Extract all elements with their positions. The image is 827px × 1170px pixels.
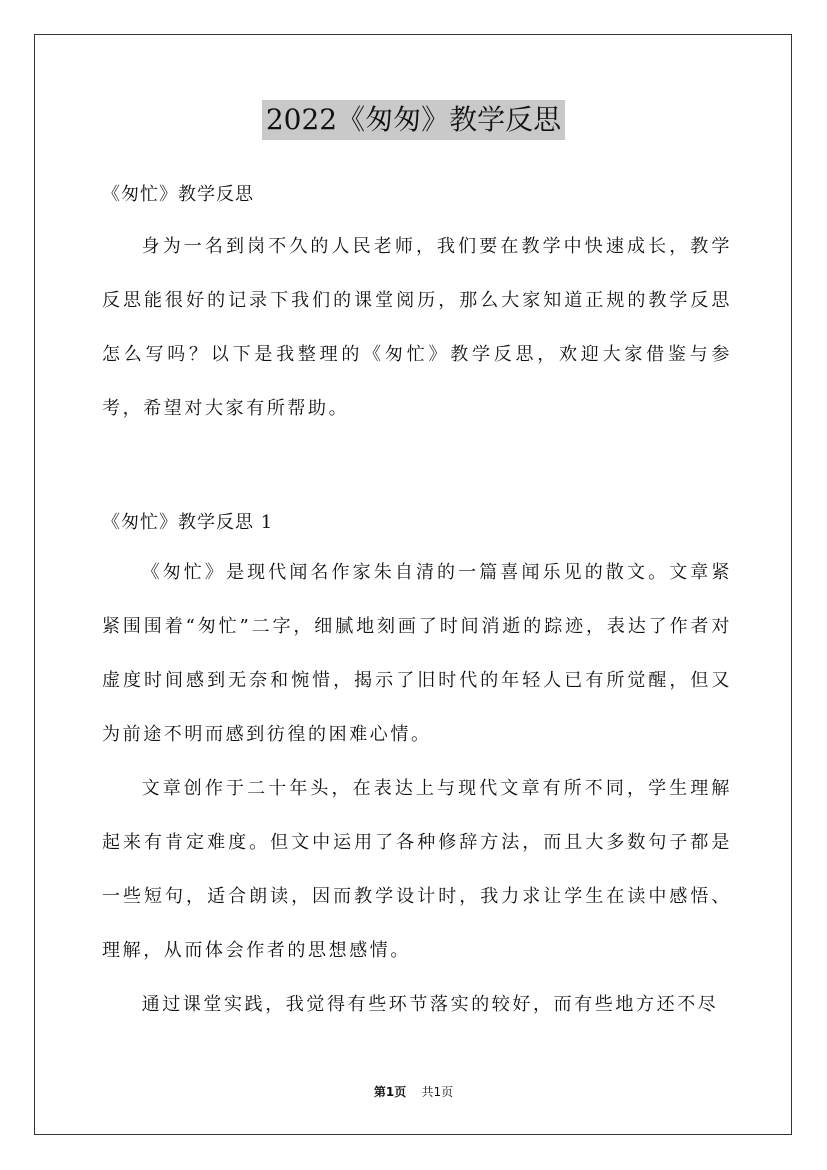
intro-paragraph (102, 220, 732, 436)
document-title: 2022《匆匆》教学反思 (262, 100, 565, 140)
paragraph: 身为一名到岗不久的人民老师，我们要在教学中快速成长，教学反思能很好的记录下我们的课堂阅历，那么大家知道正规的教学反思怎么写吗？以下是我整理的《匆忙》教学反思，欢迎大家借鉴与参考，希望对大家有所帮助。 (102, 236, 732, 419)
paragraph: 通过课堂实践，我觉得有些环节落实的较好，而有些地方还不尽 (141, 994, 719, 1015)
section-heading: 《匆忙》教学反思 (102, 184, 254, 205)
title-wrap (0, 100, 827, 140)
section-heading: 《匆忙》教学反思 1 (102, 512, 274, 533)
paragraph: 文章创作于二十年头，在表达上与现代文章有所不同，学生理解起来有肯定难度。但文中运用了各种修辞方法，而且大多数句子都是一些短句，适合朗读，因而教学设计时，我力求让学生在读中感悟、理解，从而体会作者的思想感情。 (102, 778, 732, 961)
page-number: 第1页 (373, 1085, 407, 1099)
page-footer (0, 1083, 827, 1100)
paragraph: 《匆忙》是现代闻名作家朱自清的一篇喜闻乐见的散文。文章紧紧围围着“匆忙”二字，细腻地刻画了时间消逝的踪迹，表达了作者对虚度时间感到无奈和惋惜，揭示了旧时代的年轻人已有所觉醒，但又为前途不明而感到彷徨的困难心情。 (102, 562, 732, 745)
body-paragraphs (102, 546, 732, 1032)
page-total: 共1页 (421, 1085, 454, 1099)
